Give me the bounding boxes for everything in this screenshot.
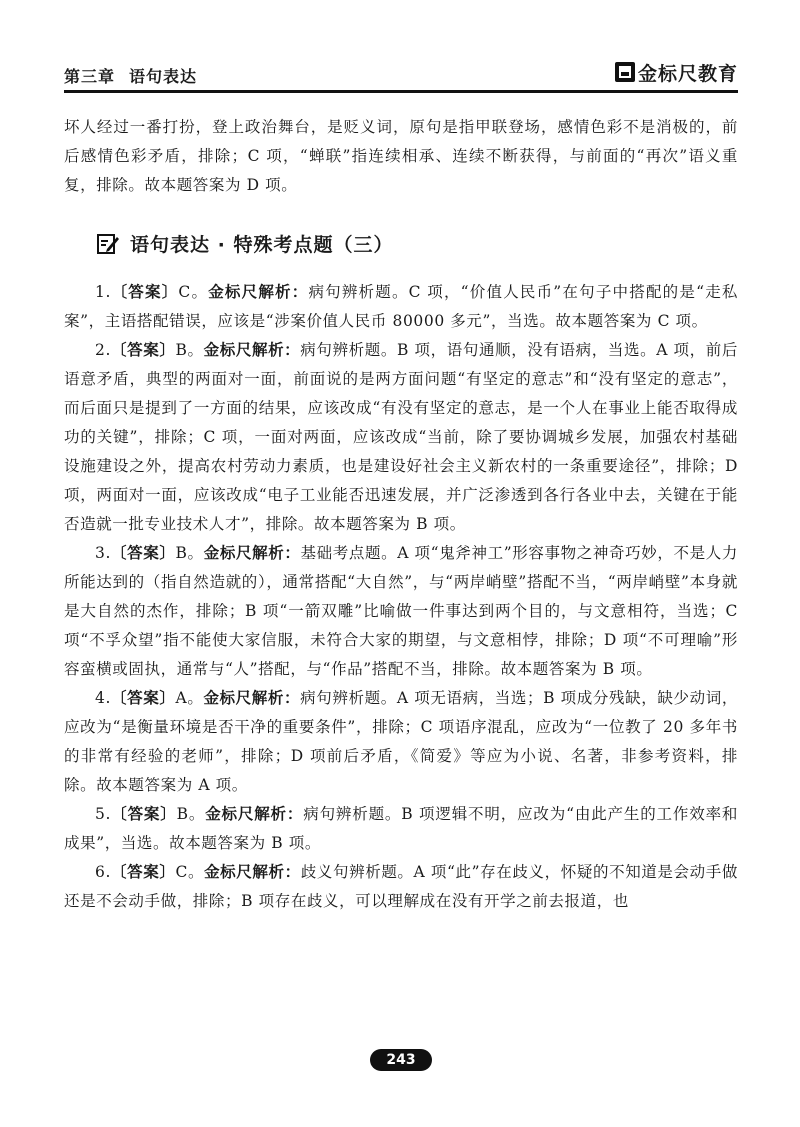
- answer-choice: B。: [176, 805, 206, 823]
- analysis-text: 病句辨析题。C 项，“价值人民币”在句子中搭配的是“走私案”，主语搭配错误，应该是“涉案价值人民币 80000 多元”，当选。故本题答案为 C 项。: [64, 283, 738, 330]
- answer-label: 〔答案〕: [111, 805, 177, 823]
- page-number-text: 243: [386, 1052, 416, 1068]
- answer-number: 6.: [95, 863, 111, 881]
- analysis-label: 金标尺解析：: [203, 341, 301, 359]
- edit-note-icon: [96, 231, 120, 255]
- answer-number: 5.: [95, 805, 111, 823]
- answer-choice: B。: [175, 544, 204, 562]
- section-title: 语句表达 · 特殊考点题（三）: [130, 233, 394, 256]
- answer-choice: C。: [178, 283, 209, 301]
- brand-logo: [615, 60, 738, 84]
- answer-item-5: [64, 800, 738, 858]
- answer-item-3: [64, 539, 738, 684]
- answer-label: 〔答案〕: [111, 689, 176, 707]
- page-number: [370, 1049, 432, 1071]
- analysis-text: 歧义句辨析题。A 项“此”存在歧义，怀疑的不知道是会动手做还是不会动手做，排除；B 项存在歧义，可以理解成在没有开学之前去报道，也: [64, 863, 738, 910]
- analysis-text: 基础考点题。A 项“鬼斧神工”形容事物之神奇巧妙，不是人力所能达到的（指自然造就的），通常搭配“大自然”，与“两岸峭壁”搭配不当，“两岸峭壁”本身就是大自然的杰作，排除；B 项“一箭双雕”比喻做一件事达到两个目的，与文意相符，当选；C 项“不孚众望”指不能使大家信服，未符合大家的期望，与文意相悖，排除；D 项“不可理喻”形容蛮横或固执，通常与“人”搭配，与“作品”搭配不当，排除。故本题答案为 B 项。: [64, 544, 739, 678]
- analysis-label: 金标尺解析：: [203, 689, 301, 707]
- answer-choice: A。: [175, 689, 204, 707]
- chapter-heading: [64, 64, 197, 87]
- answer-item-6: [64, 858, 738, 916]
- answer-label: 〔答案〕: [111, 283, 179, 301]
- analysis-label: 金标尺解析：: [208, 283, 309, 301]
- analysis-label: 金标尺解析：: [205, 805, 304, 823]
- brand-name: 金标尺教育: [637, 62, 738, 85]
- answer-item-2: [64, 336, 738, 539]
- analysis-label: 金标尺解析：: [204, 863, 301, 881]
- analysis-text: 病句辨析题。A 项无语病，当选；B 项成分残缺，缺少动词，应改为“是衡量环境是否干净的重要条件”，排除；C 项语序混乱，应改为“一位教了 20 多年书的非常有经验的老师”，排除；D 项前后矛盾，《简爱》等应为小说、名著，非参考资料，排除。故本题答案为 A 项。: [64, 689, 738, 794]
- page-header: [64, 58, 738, 90]
- answer-number: 4.: [95, 689, 111, 707]
- answer-label: 〔答案〕: [111, 863, 176, 881]
- answer-item-4: [64, 684, 738, 800]
- chapter-title: 语句表达: [129, 67, 198, 86]
- answer-choice: C。: [175, 863, 205, 881]
- analysis-text: 病句辨析题。B 项逻辑不明，应改为“由此产生的工作效率和成果”，当选。故本题答案为 B 项。: [64, 805, 739, 852]
- analysis-text: 病句辨析题。B 项，语句通顺，没有语病，当选。A 项，前后语意矛盾，典型的两面对一面，前面说的是两方面问题“有坚定的意志”和“没有坚定的意志”，而后面只是提到了一方面的结果，应该改成“有没有坚定的意志，是一个人在事业上能否取得成功的关键”，排除；C 项，一面对两面，应该改成“当前，除了要协调城乡发展，加强农村基础设施建设之外，提高农村劳动力素质，也是建设好社会主义新农村的一条重要途径”，排除；D 项，两面对一面，应该改成“电子工业能否迅速发展，并广泛渗透到各行各业中去，关键在于能否造就一批专业技术人才”，排除。故本题答案为 B 项。: [64, 341, 739, 533]
- answer-choice: B。: [175, 341, 204, 359]
- analysis-label: 金标尺解析：: [203, 544, 301, 562]
- answer-list: [64, 278, 738, 916]
- intro-paragraph: 坏人经过一番打扮，登上政治舞台，是贬义词，原句是指甲联登场，感情色彩不是消极的，前后感情色彩矛盾，排除；C 项，“蝉联”指连续相承、连续不断获得，与前面的“再次”语义重复，排除。故本题答案为 D 项。: [64, 118, 738, 194]
- answer-number: 3.: [95, 544, 111, 562]
- answer-number: 1.: [95, 283, 111, 301]
- brand-logo-icon: [615, 62, 635, 82]
- page-body: [64, 113, 738, 916]
- section-heading: [96, 226, 738, 260]
- answer-item-1: [64, 278, 738, 336]
- chapter-number: 第三章: [64, 67, 116, 86]
- answer-label: 〔答案〕: [111, 544, 176, 562]
- answer-label: 〔答案〕: [111, 341, 176, 359]
- answer-number: 2.: [95, 341, 111, 359]
- header-rule: [64, 90, 738, 93]
